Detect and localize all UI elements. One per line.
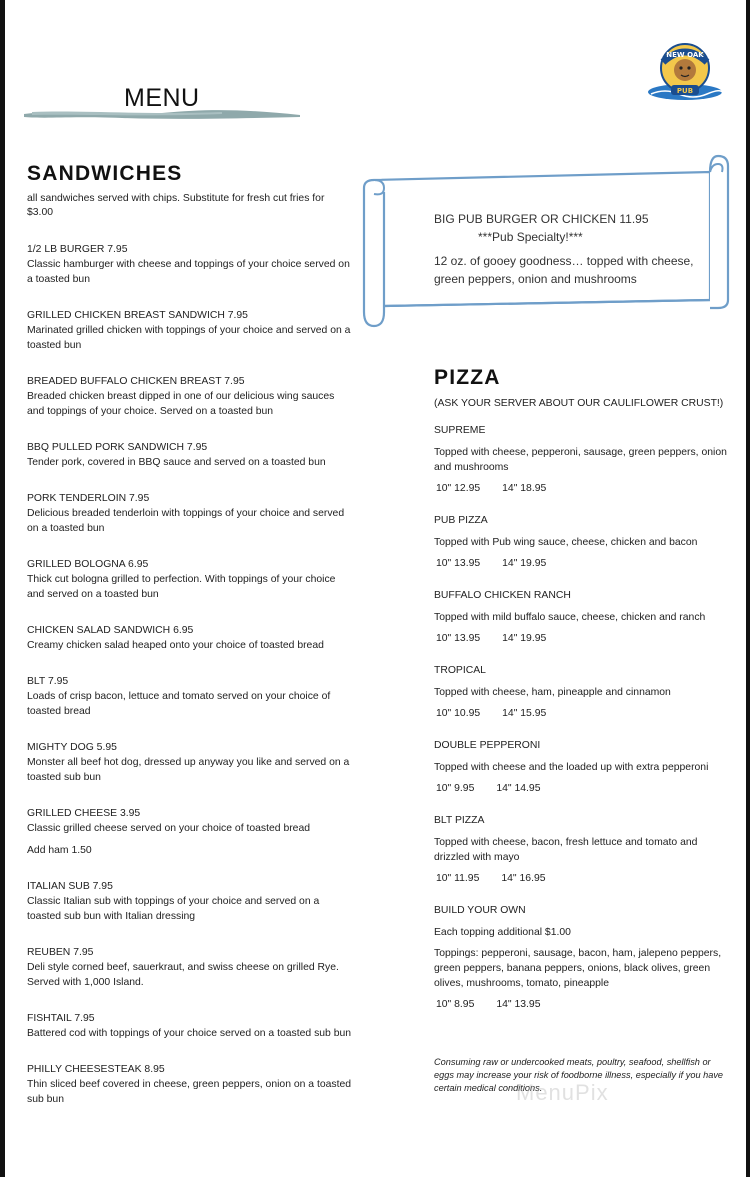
sandwich-name: 1/2 LB BURGER 7.95: [27, 244, 128, 255]
sandwich-item: [27, 242, 352, 287]
sandwich-name: MIGHTY DOG 5.95: [27, 742, 117, 753]
brush-stroke-decoration: [22, 106, 302, 122]
price-10-inch: 10" 8.95: [436, 999, 475, 1010]
sandwiches-note: all sandwiches served with chips. Substitute for fresh cut fries for $3.00: [27, 193, 325, 218]
sandwich-list: [27, 242, 352, 1107]
pizza-item: [434, 588, 729, 646]
sandwiches-section: [27, 160, 352, 1128]
pizza-prices: [434, 706, 729, 721]
pizza-name: BUFFALO CHICKEN RANCH: [434, 590, 571, 601]
price-14-inch: 14" 15.95: [502, 708, 547, 719]
pizza-note: (ASK YOUR SERVER ABOUT OUR CAULIFLOWER CRUST!): [434, 398, 724, 409]
pizza-toppings: Toppings: pepperoni, sausage, bacon, ham, jalepeno peppers, green peppers, banana peppers, onions, black olives, green olives, mushrooms, tomato, pineapple: [434, 948, 722, 989]
pizza-prices: [434, 631, 729, 646]
sandwich-item: [27, 374, 352, 419]
sandwich-item: [27, 623, 352, 653]
sandwich-item: [27, 945, 352, 990]
sandwich-name: CHICKEN SALAD SANDWICH 6.95: [27, 625, 194, 636]
pizza-name: TROPICAL: [434, 665, 486, 676]
specialty-box: [434, 210, 724, 288]
price-10-inch: 10" 13.95: [436, 558, 481, 569]
sandwich-extra: Add ham 1.50: [27, 845, 92, 856]
sandwich-desc: Marinated grilled chicken with toppings of your choice and served on a toasted bun: [27, 325, 351, 351]
sandwich-name: BBQ PULLED PORK SANDWICH 7.95: [27, 442, 208, 453]
sandwiches-title: SANDWICHES: [27, 162, 183, 185]
pizza-item: [434, 513, 729, 571]
pizza-item: [434, 903, 729, 1012]
price-14-inch: 14" 18.95: [502, 483, 547, 494]
pizza-list: [434, 423, 729, 1012]
sandwich-name: BLT 7.95: [27, 676, 69, 687]
sandwich-item: [27, 1011, 352, 1041]
price-14-inch: 14" 19.95: [502, 558, 547, 569]
price-10-inch: 10" 9.95: [436, 783, 475, 794]
sandwich-item: [27, 674, 352, 719]
pizza-item: [434, 738, 729, 796]
sandwich-desc: Classic hamburger with cheese and toppings of your choice served on a toasted bun: [27, 259, 350, 285]
pub-logo-icon: [645, 36, 725, 106]
sandwich-item: [27, 806, 352, 858]
sandwich-desc: Tender pork, covered in BBQ sauce and served on a toasted bun: [27, 457, 326, 468]
price-10-inch: 10" 12.95: [436, 483, 481, 494]
specialty-tag: ***Pub Specialty!***: [478, 230, 583, 244]
pizza-section: [434, 364, 729, 1029]
specialty-desc: 12 oz. of gooey goodness… topped with cheese, green peppers, onion and mushrooms: [434, 254, 694, 286]
sandwich-item: [27, 491, 352, 536]
price-14-inch: 14" 19.95: [502, 633, 547, 644]
sandwich-desc: Creamy chicken salad heaped onto your choice of toasted bread: [27, 640, 324, 651]
sandwich-name: PORK TENDERLOIN 7.95: [27, 493, 150, 504]
pizza-item: [434, 423, 729, 496]
sandwich-desc: Breaded chicken breast dipped in one of our delicious wing sauces and toppings of your choice. Served on a toasted bun: [27, 391, 335, 417]
pizza-name: SUPREME: [434, 425, 486, 436]
pizza-item: [434, 663, 729, 721]
sandwich-desc: Delicious breaded tenderloin with toppings of your choice and served on a toasted bun: [27, 508, 345, 534]
sandwich-desc: Thick cut bologna grilled to perfection. With toppings of your choice and served on a toasted bun: [27, 574, 336, 600]
sandwich-desc: Classic Italian sub with toppings of your choice and served on a toasted sub bun with Italian dressing: [27, 896, 320, 922]
pizza-prices: [434, 871, 729, 886]
sandwich-name: REUBEN 7.95: [27, 947, 94, 958]
sandwich-name: GRILLED CHICKEN BREAST SANDWICH 7.95: [27, 310, 248, 321]
pizza-name: PUB PIZZA: [434, 515, 488, 526]
pizza-name: DOUBLE PEPPERONI: [434, 740, 541, 751]
pizza-prices: [434, 481, 729, 496]
sandwich-name: BREADED BUFFALO CHICKEN BREAST 7.95: [27, 376, 245, 387]
sandwich-item: [27, 440, 352, 470]
price-14-inch: 14" 16.95: [501, 873, 546, 884]
sandwich-item: [27, 308, 352, 353]
pizza-desc: Topped with cheese, pepperoni, sausage, green peppers, onion and mushrooms: [434, 447, 727, 473]
sandwich-name: PHILLY CHEESESTEAK 8.95: [27, 1064, 165, 1075]
sandwich-item: [27, 1062, 352, 1107]
pizza-desc: Topped with Pub wing sauce, cheese, chicken and bacon: [434, 537, 698, 548]
pizza-desc: Topped with mild buffalo sauce, cheese, chicken and ranch: [434, 612, 706, 623]
specialty-name: BIG PUB BURGER OR CHICKEN 11.95: [434, 212, 649, 226]
pizza-name: BUILD YOUR OWN: [434, 905, 526, 916]
food-safety-disclaimer: Consuming raw or undercooked meats, poultry, seafood, shellfish or eggs may increase your risk of foodborne illness, especially if you have certain medical conditions.: [434, 1057, 724, 1093]
price-14-inch: 14" 14.95: [496, 783, 541, 794]
pizza-prices: [434, 556, 729, 571]
pizza-desc: Topped with cheese, bacon, fresh lettuce and tomato and drizzled with mayo: [434, 837, 698, 863]
pizza-prices: [434, 997, 729, 1012]
pizza-prices: [434, 781, 729, 796]
logo-text-bottom: PUB: [676, 87, 694, 95]
sandwich-desc: Monster all beef hot dog, dressed up anyway you like and served on a toasted sub bun: [27, 757, 350, 783]
sandwich-desc: Classic grilled cheese served on your choice of toasted bread: [27, 823, 311, 834]
price-14-inch: 14" 13.95: [496, 999, 541, 1010]
sandwich-name: ITALIAN SUB 7.95: [27, 881, 113, 892]
sandwich-name: FISHTAIL 7.95: [27, 1013, 95, 1024]
page-title: MENU: [124, 84, 200, 112]
watermark: MenuPix: [516, 1080, 609, 1105]
price-10-inch: 10" 11.95: [436, 873, 480, 884]
sandwich-desc: Battered cod with toppings of your choice served on a toasted sub bun: [27, 1028, 352, 1039]
left-border: [0, 0, 5, 1177]
sandwich-item: [27, 879, 352, 924]
sandwich-desc: Thin sliced beef covered in cheese, green peppers, onion on a toasted sub bun: [27, 1079, 352, 1105]
pizza-desc: Topped with cheese and the loaded up with extra pepperoni: [434, 762, 709, 773]
right-border: [746, 0, 750, 1177]
logo-text-top: NEW OAK: [666, 51, 704, 59]
sandwich-name: GRILLED BOLOGNA 6.95: [27, 559, 149, 570]
price-10-inch: 10" 10.95: [436, 708, 481, 719]
sandwich-desc: Deli style corned beef, sauerkraut, and swiss cheese on grilled Rye. Served with 1,000 Island.: [27, 962, 339, 988]
sandwich-item: [27, 557, 352, 602]
pizza-item: [434, 813, 729, 886]
pizza-name: BLT PIZZA: [434, 815, 485, 826]
sandwich-name: GRILLED CHEESE 3.95: [27, 808, 141, 819]
sandwich-desc: Loads of crisp bacon, lettuce and tomato served on your choice of toasted bread: [27, 691, 331, 717]
pizza-title: PIZZA: [434, 366, 501, 389]
pizza-desc: Topped with cheese, ham, pineapple and cinnamon: [434, 687, 671, 698]
price-10-inch: 10" 13.95: [436, 633, 481, 644]
sandwich-item: [27, 740, 352, 785]
pizza-desc: Each topping additional $1.00: [434, 927, 571, 938]
